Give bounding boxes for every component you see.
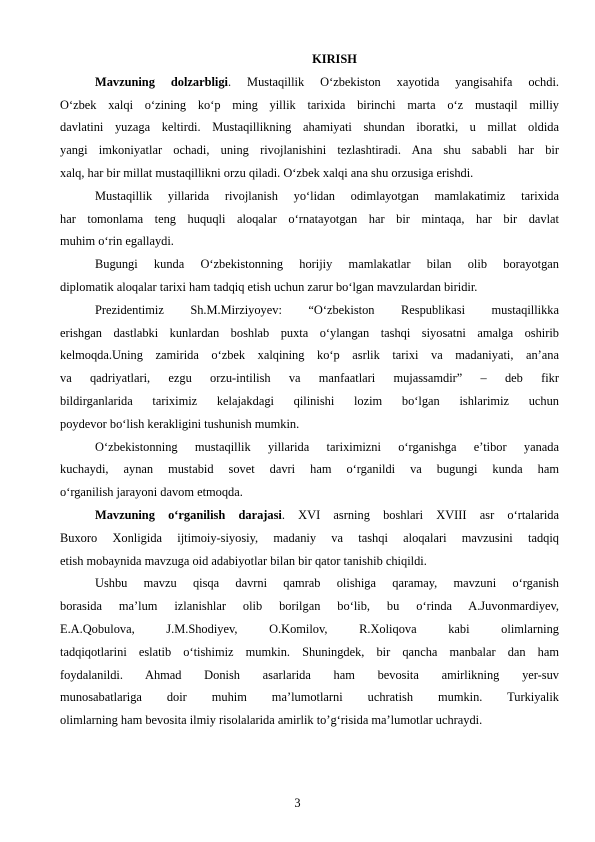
paragraph-line bbox=[60, 390, 559, 413]
paragraph-line bbox=[60, 641, 559, 664]
paragraph-line bbox=[60, 550, 559, 573]
line-text: olimlarning ham bevosita ilmiy risolalarida amirlik to’g‘risida ma’lumotlar uchraydi. bbox=[60, 713, 483, 728]
paragraph-line bbox=[60, 162, 559, 185]
paragraph-line bbox=[60, 208, 559, 231]
line-text: Bugungi kunda O‘zbekistonning horijiy mamlakatlar bilan olib borayotgan bbox=[95, 257, 559, 272]
line-text: Ushbu mavzu qisqa davrni qamrab olishiga qaramay, mavzuni o‘rganish bbox=[95, 576, 559, 591]
bold-lead-term: Mavzuning dolzarbligi bbox=[95, 74, 228, 89]
line-text: etish mobaynida mavzuga oid adabiyotlar bilan bir qator tanishib chiqildi. bbox=[60, 553, 427, 568]
paragraph-line bbox=[60, 458, 559, 481]
paragraph-line bbox=[60, 94, 559, 117]
paragraph-line bbox=[60, 664, 559, 687]
paragraph-line bbox=[95, 71, 559, 94]
line-text: xalq, har bir millat mustaqillikni orzu qiladi. O‘zbek xalqi ana shu orzusiga erishdi. bbox=[60, 165, 474, 180]
paragraph bbox=[60, 504, 560, 572]
paragraph-line bbox=[60, 116, 559, 139]
line-text: O‘zbek xalqi o‘zining ko‘p ming yillik tarixida birinchi marta o‘z mustaqil milliy bbox=[60, 97, 559, 112]
paragraph bbox=[60, 436, 559, 504]
line-text: diplomatik aloqalar tarixi ham tadqiq etish uchun zarur bo‘lgan mavzulardan biridir. bbox=[60, 279, 478, 294]
paragraph-line bbox=[95, 253, 559, 276]
line-text: O‘zbekistonning mustaqillik yillarida tariximizni o‘rganishga e’tibor yanada bbox=[95, 439, 559, 454]
line-text: . XVI asrning boshlari XVIII asr o‘rtalarida bbox=[281, 507, 560, 522]
paragraph-line bbox=[95, 504, 559, 527]
line-text: davlatini yuzaga keltirdi. Mustaqillikning ahamiyati shundan iboratki, u millat oldida bbox=[60, 120, 559, 135]
line-text: va qadriyatlari, ezgu orzu-intilish va manfaatlari mujassamdir” – deb fikr bbox=[60, 371, 559, 386]
line-text: poydevor bo‘lish kerakligini tushunish mumkin. bbox=[60, 416, 300, 431]
paragraph bbox=[60, 71, 559, 185]
page-heading: KIRISH bbox=[312, 52, 357, 66]
bold-lead-term: Mavzuning o‘rganilish darajasi bbox=[95, 507, 282, 522]
paragraph-line bbox=[60, 344, 559, 367]
paragraph-line bbox=[60, 481, 559, 504]
line-text: munosabatlariga doir muhim ma’lumotlarni uchratish mumkin. Turkiyalik bbox=[60, 690, 559, 705]
line-text: foydalanildi. Ahmad Donish asarlarida ham bevosita amirlikning yer-suv bbox=[60, 667, 559, 682]
paragraph-line bbox=[95, 572, 559, 595]
paragraph-line bbox=[95, 185, 559, 208]
paragraph-line bbox=[60, 686, 559, 709]
line-text: kuchaydi, aynan mustabid sovet davri ham o‘rganildi va bugungi kunda ham bbox=[60, 462, 559, 477]
paragraph-line bbox=[60, 527, 559, 550]
line-text: bildirganlarida tariximiz kelajakdagi qilinishi lozim bo‘lgan ishlarimiz uchun bbox=[60, 393, 559, 408]
paragraph-line bbox=[60, 618, 559, 641]
paragraph bbox=[60, 299, 559, 436]
line-text: o‘rganilish jarayoni davom etmoqda. bbox=[60, 485, 243, 500]
line-text: borasida ma’lum izlanishlar olib borilgan bo‘lib, bu o‘rinda A.Juvonmardiyev, bbox=[60, 599, 559, 614]
paragraph bbox=[60, 253, 559, 299]
line-text: yangi imkoniyatlar ochadi, uning rivojlanishini tezlashtiradi. Ana shu sababli har bir bbox=[60, 143, 559, 158]
line-text: . Mustaqillik O‘zbekiston xayotida yangisahifa ochdi. bbox=[228, 74, 559, 89]
line-text: kelmoqda.Uning zamirida o‘zbek xalqining ko‘p asrlik tarixi va madaniyati, an’ana bbox=[60, 348, 559, 363]
line-text: erishgan dastlabki kunlardan boshlab puxta o‘ylangan tashqi siyosatni amalga oshirib bbox=[60, 325, 559, 340]
paragraph-line bbox=[60, 322, 559, 345]
line-text: har tomonlama teng huquqli aloqalar o‘rnatayotgan har bir mintaqa, har bir davlat bbox=[60, 211, 559, 226]
line-text: E.A.Qobulova, J.M.Shodiyev, O.Komilov, R.Xoliqova kabi olimlarning bbox=[60, 621, 559, 636]
line-text: Mustaqillik yillarida rivojlanish yo‘lidan odimlayotgan mamlakatimiz tarixida bbox=[95, 188, 559, 203]
paragraph-line bbox=[60, 139, 559, 162]
paragraph-line bbox=[60, 709, 559, 732]
paragraph-line bbox=[60, 276, 559, 299]
paragraph-line bbox=[60, 595, 559, 618]
document-body bbox=[60, 48, 560, 732]
paragraph-line bbox=[95, 436, 559, 459]
paragraph bbox=[60, 572, 559, 732]
page-number: 3 bbox=[294, 796, 301, 810]
paragraph-line bbox=[60, 413, 559, 436]
paragraph-line bbox=[60, 230, 559, 253]
paragraph-line bbox=[60, 367, 559, 390]
paragraph-line bbox=[95, 299, 559, 322]
line-text: muhim o‘rin egallaydi. bbox=[60, 234, 174, 249]
paragraph bbox=[60, 185, 559, 253]
line-text: Buxoro Xonligida ijtimoiy-siyosiy, madaniy va tashqi aloqalari mavzusini tadqiq bbox=[60, 530, 559, 545]
line-text: Prezidentimiz Sh.M.Mirziyoyev: “O‘zbekiston Respublikasi mustaqillikka bbox=[95, 302, 559, 317]
line-text: tadqiqotlarini eslatib o‘tishimiz mumkin. Shuningdek, bir qancha manbalar dan ham bbox=[60, 644, 559, 659]
